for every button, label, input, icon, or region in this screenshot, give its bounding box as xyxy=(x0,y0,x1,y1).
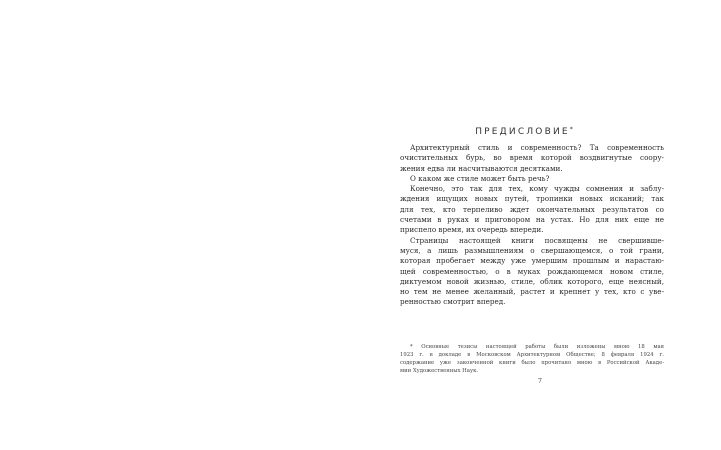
body-line: муся, а лишь размышлениям о свершающемся, о той грани, xyxy=(400,245,664,255)
body-line: ждения ищущих новых путей, тропинки новых исканий; так xyxy=(400,194,664,204)
footnote-line: содержание уже законченной книги было прочитано мною в Российской Акаде- xyxy=(400,360,664,366)
page-number: 7 xyxy=(537,377,543,385)
footnote-line: * Основные тезисы настоящей работы были изложены мною 18 мая xyxy=(410,344,664,350)
footnote-line: мии Художественных Наук. xyxy=(400,368,479,374)
preface-heading xyxy=(424,126,624,137)
body-line: очистительных бурь, во время которой воздвигнутые соору- xyxy=(400,153,664,163)
body-line: О каком же стиле может быть речь? xyxy=(410,173,550,183)
body-line: приспело время, их очередь впереди. xyxy=(400,225,544,235)
footnote-marker: * xyxy=(569,126,573,133)
preface-body xyxy=(400,143,664,308)
body-line: Архитектурный стиль и современность? Та современность xyxy=(410,143,664,152)
body-line: счетами в руках и приговором на устах. Но для них еще не xyxy=(400,215,664,225)
body-line: которая пробегает между уже умершим прошлым и нарастаю- xyxy=(400,256,664,266)
body-line: Страницы настоящей книги посвящены не свершивше- xyxy=(410,235,664,245)
preface-title: ПРЕДИСЛОВИЕ xyxy=(475,127,570,137)
footnote-line: 1923 г. в докладе в Московском Архитектурном Обществе; 8 февраля 1924 г. xyxy=(400,352,664,358)
body-line: Конечно, это так для тех, кому чужды сомнения и заблу- xyxy=(410,184,664,194)
body-line: щей современностью, о в муках рождающемся новом стиле, xyxy=(400,266,664,276)
body-line: жения едва ли насчитываются десятками. xyxy=(400,163,563,173)
body-line: для тех, кто терпеливо ждет окончательных результатов со xyxy=(400,204,664,214)
body-line: ренностью смотрит вперед. xyxy=(400,297,506,307)
body-line: но тем не менее желанный, растет и крепнет у тех, кто с уве- xyxy=(400,287,664,297)
footnote xyxy=(400,343,664,375)
left-page-blank xyxy=(0,0,360,450)
body-line: диктуемом новой жизнью, стиле, облик которого, еще неясный, xyxy=(400,276,664,286)
